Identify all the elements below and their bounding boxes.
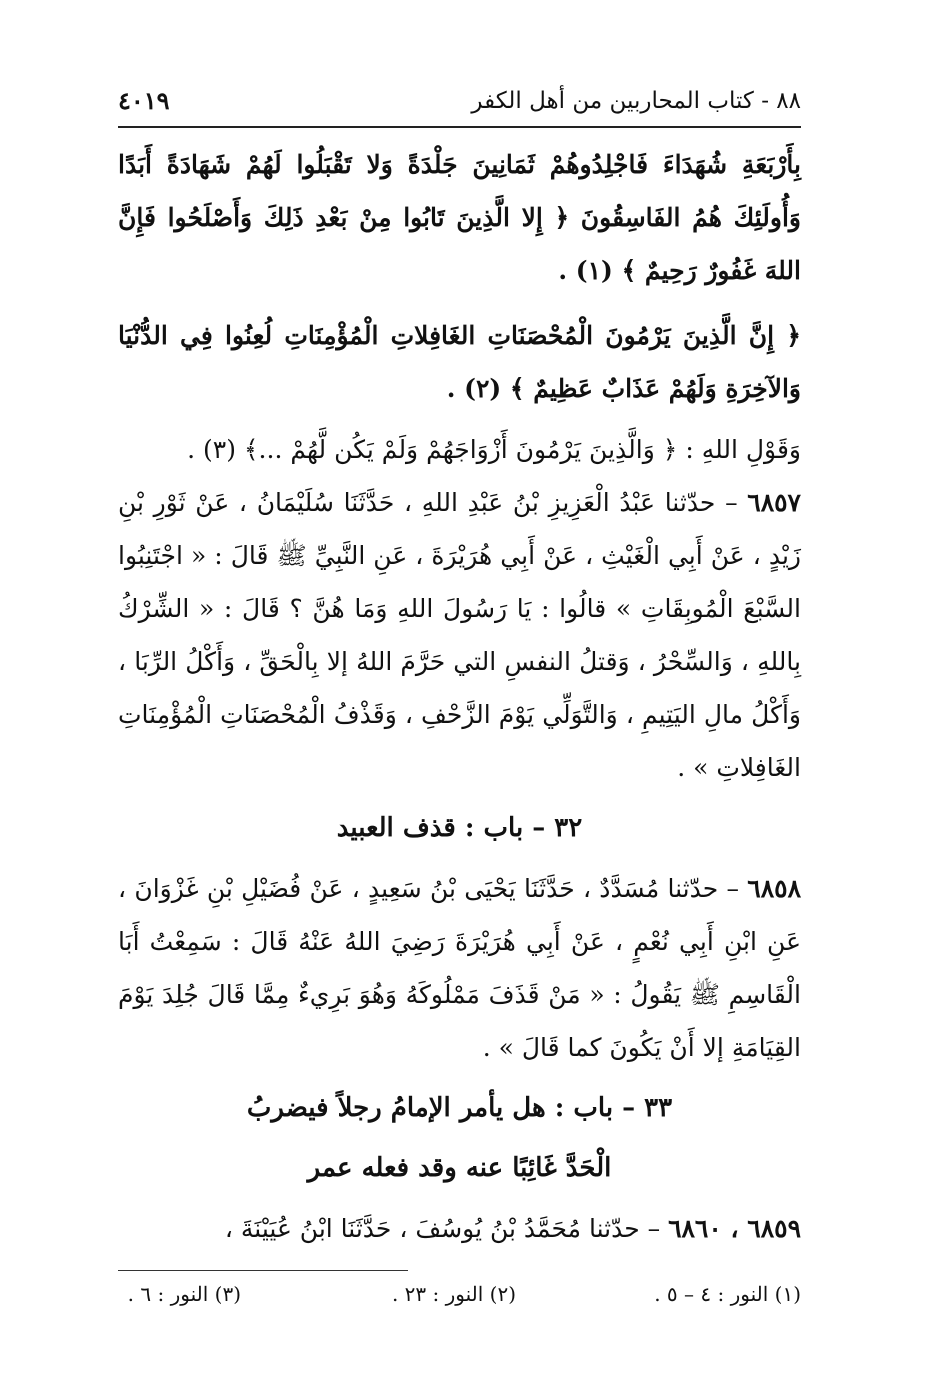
running-title: ٨٨ - كتاب المحاربين من أهل الكفر <box>471 88 801 114</box>
hadith-number: ٦٨٥٩ ، ٦٨٦٠ <box>668 1214 801 1243</box>
footnotes <box>118 1282 801 1316</box>
hadith-6859 <box>118 1202 801 1255</box>
page-header <box>118 84 801 124</box>
page-number: ٤٠١٩ <box>118 86 170 115</box>
hadith-number: ٦٨٥٧ <box>747 488 801 517</box>
footnote: (٣) النور : ٦ . <box>127 1282 241 1306</box>
header-rule <box>118 126 801 128</box>
chapter-heading-continued: الْحَدَّ غَائِبًا عنه وقد فعله عمر <box>307 1153 612 1183</box>
chapter-heading: ٣٢ – باب : قذف العبيد <box>336 813 583 843</box>
hadith-6858 <box>118 862 801 1074</box>
verse-block: ﴿ إِنَّ الَّذِينَ يَرْمُونَ الْمُحْصَنَاتِ الغَافِلاتِ الْمُؤْمِنَاتِ لُعِنُوا فِي الدُّنْيَا وَالآخِرَةِ وَلَهُمْ عَذَابٌ عَظِيمٌ ﴾ (٢) . <box>118 321 801 403</box>
hadith-number: ٦٨٥٨ <box>747 874 801 903</box>
hadith-6857 <box>118 476 801 794</box>
footnote: (٢) النور : ٢٣ . <box>391 1282 516 1306</box>
hadith-text: – حدّثنا مُحَمَّدُ بْنُ يُوسُفَ ، حَدَّثَنَا ابْنُ عُيَيْنَةَ ، <box>224 1214 661 1243</box>
footnote: (١) النور : ٤ – ٥ . <box>654 1282 801 1306</box>
hadith-text: – حدّثنا عَبْدُ الْعَزِيزِ بْنُ عَبْدِ اللهِ ، حَدَّثَنَا سُلَيْمَانُ ، عَنْ ثَوْرِ بْنِ زَيْدٍ ، عَنْ أَبِي الْغَيْثِ ، عَنْ أَبِي هُرَيْرَةَ ، عَنِ النَّبِيِّ ﷺ قَالَ : « اجْتَنِبُوا السَّبْعَ الْمُوبِقَاتِ » قالُوا : يَا رَسُولَ اللهِ وَمَا هُنَّ ؟ قَالَ : « الشِّرْكُ بِاللهِ ، وَالسِّحْرُ ، وَقتلُ النفسِ التي حَرَّمَ اللهُ إلا بِالْحَقِّ ، وَأَكْلُ الرِّبَا ، وَأَكْلُ مالِ اليَتِيمِ ، وَالتَّوَلِّي يَوْمَ الزَّحْفِ ، وَقَذْفُ الْمُحْصَنَاتِ الْمُؤْمِنَاتِ الغَافِلاتِ » . <box>118 488 801 782</box>
chapter-heading: ٣٣ – باب : هل يأمر الإمامُ رجلاً فيضربُ <box>246 1093 673 1123</box>
verse-block: بِأَرْبَعَةِ شُهَدَاءَ فَاجْلِدُوهُمْ ثَمَانِينَ جَلْدَةً وَلا تَقْبَلُوا لَهُمْ شَهَادَةً أَبَدًا وَأُولَئِكَ هُمُ الفَاسِقُونَ ﴿ إِلا الَّذِينَ تَابُوا مِنْ بَعْدِ ذَلِكَ وَأَصْلَحُوا فَإِنَّ اللهَ غَفُورٌ رَحِيمٌ ﴾ (١) . <box>118 150 801 285</box>
footnote-rule <box>118 1270 408 1271</box>
quote-line: وَقَوْلِ اللهِ : ﴿ وَالَّذِينَ يَرْمُونَ أَزْوَاجَهُمْ وَلَمْ يَكُن لَّهُمْ ...﴾ (٣) . <box>187 435 801 464</box>
hadith-text: – حدّثنا مُسَدَّدٌ ، حَدَّثَنَا يَحْيَى بْنُ سَعِيدٍ ، عَنْ فُضَيْلِ بْنِ غَزْوَانَ ، عَنِ ابْنِ أَبِي نُعْمٍ ، عَنْ أَبِي هُرَيْرَةَ رَضِيَ اللهُ عَنْهُ قَالَ : سَمِعْتُ أَبَا الْقَاسِمِ ﷺ يَقُولُ : « مَنْ قَذَفَ مَمْلُوكَهُ وَهُوَ بَرِيءٌ مِمَّا قَالَ جُلِدَ يَوْمَ القِيَامَةِ إلا أَنْ يَكُونَ كما قَالَ » . <box>118 874 801 1062</box>
main-text <box>118 138 801 1255</box>
